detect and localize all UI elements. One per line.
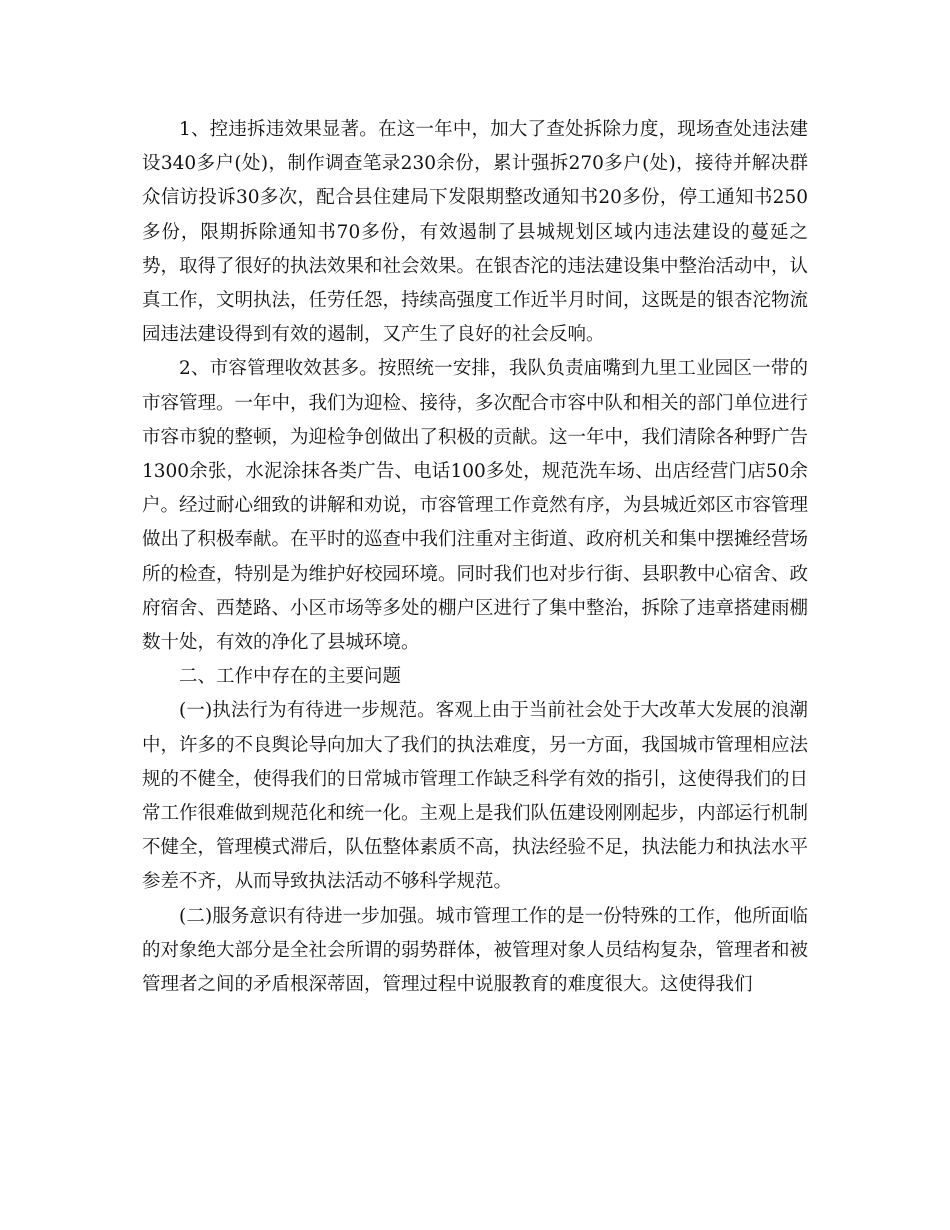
paragraph-enforcement-results: 1、控违拆违效果显著。在这一年中，加大了查处拆除力度，现场查处违法建设340多户(处)，制作调查笔录230余份，累计强拆270多户(处)，接待并解决群众信访投诉30多次，配合县住建局下发限期整改通知书20多份，停工通知书250多份，限期拆除通知书70多份，有效遏制了县城规划区域内违法建设的蔓延之势，取得了很好的执法效果和社会效果。在银杏沱的违法建设集中整治活动中，认真工作，文明执法，任劳任怨，持续高强度工作近半月时间，这既是的银杏沱物流园违法建设得到有效的遏制，又产生了良好的社会反响。 [142, 119, 809, 346]
document-page [142, 113, 808, 1002]
paragraph-service-awareness: (二)服务意识有待进一步加强。城市管理工作的是一份特殊的工作，他所面临的对象绝大部分是全社会所谓的弱势群体，被管理对象人员结构复杂，管理者和被管理者之间的矛盾根深蒂固，管理过程中说服教育的难度很大。这使得我们 [142, 905, 809, 996]
paragraph-enforcement-standards: (一)执法行为有待进一步规范。客观上由于当前社会处于大改革大发展的浪潮中，许多的不良舆论导向加大了我们的执法难度，另一方面，我国城市管理相应法规的不健全，使得我们的日常城市管理工作缺乏科学有效的指引，这使得我们的日常工作很难做到规范化和统一化。主观上是我们队伍建设刚刚起步，内部运行机制不健全，管理模式滞后，队伍整体素质不高，执法经验不足，执法能力和执法水平参差不齐，从而导致执法活动不够科学规范。 [142, 700, 809, 893]
section-heading-problems: 二、工作中存在的主要问题 [179, 666, 402, 688]
paragraph-city-appearance: 2、市容管理收效甚多。按照统一安排，我队负责庙嘴到九里工业园区一带的市容管理。一年中，我们为迎检、接待，多次配合市容中队和相关的部门单位进行市容市貌的整顿，为迎检争创做出了积极的贡献。这一年中，我们清除各种野广告1300余张，水泥涂抹各类广告、电话100多处，规范洗车场、出店经营门店50余户。经过耐心细致的讲解和劝说，市容管理工作竟然有序，为县城近郊区市容管理做出了积极奉献。在平时的巡查中我们注重对主街道、政府机关和集中摆摊经营场所的检查，特别是为维护好校园环境。同时我们也对步行街、县职教中心宿舍、政府宿舍、西楚路、小区市场等多处的棚户区进行了集中整治，拆除了违章搭建雨棚数十处，有效的净化了县城环境。 [142, 358, 809, 654]
